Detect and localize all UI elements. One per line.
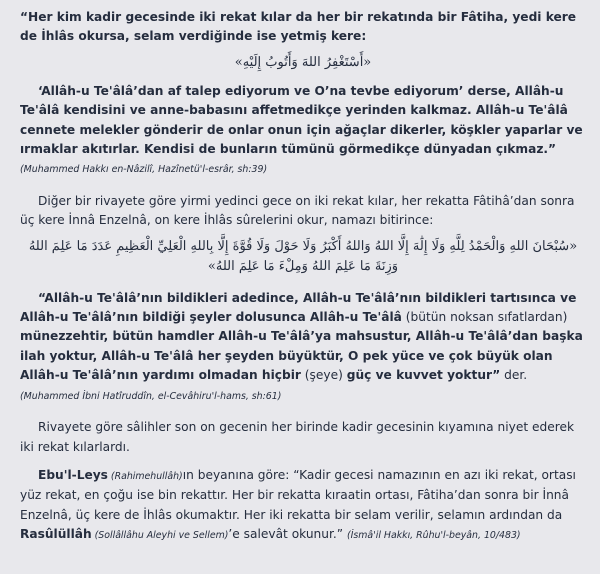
paragraph-other-narration: Diğer bir rivayete göre yirmi yedinci gece on iki rekat kılar, her rekatta Fâtihâ’dan sonra üç kere İnnâ Enzelnâ, on kere İhlâs sûrelerini okur, namazı bitirince: bbox=[20, 193, 575, 228]
meaning-normal-1: (bütün noksan sıfatlardan) bbox=[401, 310, 568, 325]
arabic-istighfar: «أَسْتَغْفِرُ اللهَ وَأَتُوبُ إِلَيْهِ» bbox=[234, 54, 372, 70]
paragraph-salihler: Rivayete göre sâlihler son on gecenin her birinde kadir gecesinin kıyamına niyet ederek iki rekat kılarlardı. bbox=[20, 420, 574, 454]
reward-bold-text: ‘Allâh-u Te'âlâ’dan af talep ediyorum ve O’na tevbe ediyorum’ derse, Allâh-u Te'âlâ kendisini ve anne-babasını affetmedikçe yerinden kalkmaz. Allâh-u Te'âlâ cennete melekler gönderir de onlar onun için ağaçlar dikerler, köşkler yaparlar ve ırmaklar akıtırlar. Kendisi de bunların tümünü görmedikçe dünyadan çıkmaz.” bbox=[20, 83, 583, 157]
ebul-leys-text-1: ın beyanına göre: “Kadir gecesi namazının en azı iki rekat, ortası yüz rekat, en çoğu ise bin rekattır. Her bir rekatta kıraatin ortası, Fâtiha’dan sonra bir İnnâ Enzelnâ, üç kere de İhlâs okumaktır. Her iki rekatta bir selam verilir, selamın ardından da bbox=[20, 467, 576, 522]
meaning-bold-3: güç ve kuvvet yoktur” bbox=[346, 368, 501, 383]
paragraph-tasbih-meaning bbox=[20, 289, 586, 406]
meaning-bold-1: “Allâh-u Te'âlâ’nın bildikleri adedince, Allâh-u Te'âlâ’nın bildikleri tartısınca ve Allâh-u Te'âlâ’nın bildiği şeyler dolusunca Allâh-u Te'âlâ bbox=[20, 290, 577, 325]
source-citation: (Muhammed İbni Hatîruddîn, el-Cevâhiru'l-hams, sh:61) bbox=[20, 390, 282, 402]
paragraph-hadith-intro: “Her kim kadir gecesinde iki rekat kılar da her bir rekatında bir Fâtiha, yedi kere de İhlâs okursa, selam verdiğinde ise yetmiş kere: bbox=[20, 10, 577, 44]
honorific: (Rahimehullâh) bbox=[107, 470, 183, 482]
ebul-leys-text-2: ’e salevât okunur.” bbox=[228, 527, 347, 542]
arabic-tasbih: «سُبْحَانَ اللهِ وَالْحَمْدُ لِلَّهِ وَلَا إِلَٰهَ إِلَّا اللهُ وَاللهُ أَكْبَرُ وَلَا حَوْلَ وَلَا قُوَّةَ إِلَّا بِاللهِ الْعَلِيِّ الْعَظِيمِ عَدَدَ مَا عَلِمَ اللهُ وَزِنَةَ مَا عَلِمَ اللهُ وَمِلْءَ مَا عَلِمَ اللهُ» bbox=[28, 238, 578, 274]
scholar-name: Ebu'l-Leys bbox=[38, 467, 108, 482]
prophet-name: Rasûlüllâh bbox=[20, 527, 92, 542]
salawat: (Sollâllâhu Aleyhi ve Sellem) bbox=[91, 530, 229, 542]
meaning-bold-2: münezzehtir, bütün hamdler Allâh-u Te'âlâ’ya mahsustur, Allâh-u Te'âlâ’dan başka ilah yoktur, Allâh-u Te'âlâ her şeyden büyüktür, O pek yüce ve çok büyük olan Allâh-u Te'âlâ’nın yardımı olmadan hiçbir bbox=[20, 329, 583, 383]
meaning-normal-3: der. bbox=[500, 368, 528, 383]
source-citation: (Muhammed Hakkı en-Nâzilî, Hazînetü'l-esrâr, sh:39) bbox=[20, 164, 268, 176]
paragraph-hadith-reward bbox=[20, 82, 586, 180]
paragraph-ebul-leys bbox=[20, 466, 586, 546]
source-citation: (İsmâ'il Hakkı, Rûhu'l-beyân, 10/483) bbox=[346, 530, 521, 542]
meaning-normal-2: (şeye) bbox=[300, 368, 347, 383]
